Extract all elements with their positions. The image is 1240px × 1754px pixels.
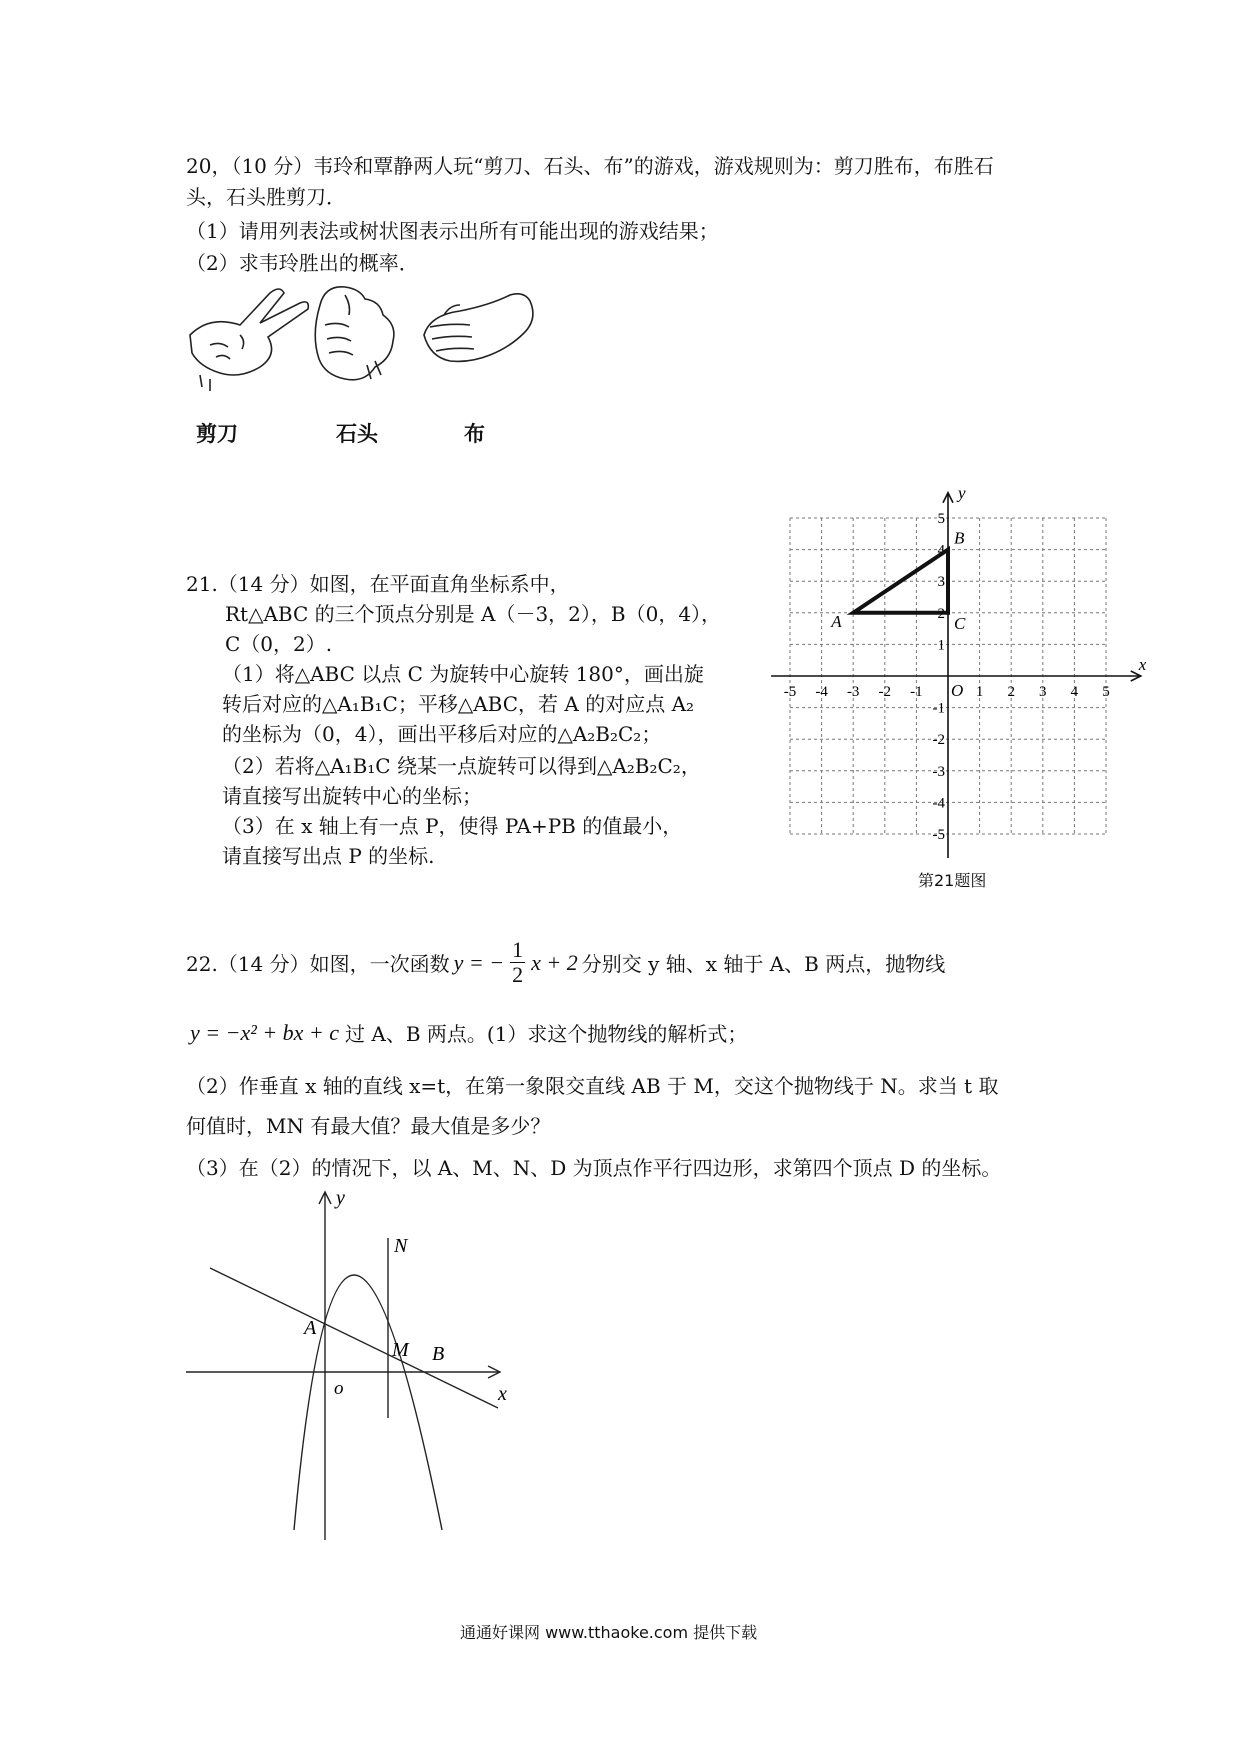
x-tick-label: 3 bbox=[1039, 684, 1047, 700]
x-tick-label: -1 bbox=[910, 684, 923, 700]
eq1-lhs: y = − bbox=[453, 949, 505, 975]
y-tick-label: -1 bbox=[932, 700, 945, 717]
paper-hand-icon bbox=[424, 294, 533, 362]
q21-line2: Rt△ABC 的三个顶点分别是 A（－3，2），B（0，4）， bbox=[225, 602, 722, 626]
parabola-curve bbox=[294, 1275, 445, 1530]
point-label-a: A bbox=[831, 611, 842, 631]
q22-line2-rest: 过 A、B 两点。(1）求这个抛物线的解析式； bbox=[345, 1022, 748, 1046]
y-tick-label: -3 bbox=[932, 763, 945, 780]
q22-line2 bbox=[190, 1018, 747, 1047]
y-tick-label: 4 bbox=[937, 542, 945, 559]
rock-caption: 石头 bbox=[336, 422, 378, 446]
q22-line1-rest: 分别交 y 轴、x 轴于 A、B 两点，抛物线 bbox=[581, 952, 946, 977]
q22-line5: （3）在（2）的情况下，以 A、M、N、D 为顶点作平行四边形，求第四个顶点 D 的坐标。 bbox=[186, 1156, 1002, 1180]
q21-line1: 21.（14 分）如图，在平面直角坐标系中， bbox=[186, 572, 570, 596]
y-tick-label: 1 bbox=[937, 637, 945, 654]
x-tick-label: 4 bbox=[1070, 684, 1079, 700]
q20-part1: （1）请用列表法或树状图表示出所有可能出现的游戏结果； bbox=[186, 219, 719, 243]
eq1-numerator: 1 bbox=[512, 937, 524, 962]
q22-line4: 何值时，MN 有最大值？最大值是多少？ bbox=[186, 1114, 551, 1138]
x-tick-label: 2 bbox=[1007, 684, 1015, 700]
q21-line10: 请直接写出点 P 的坐标. bbox=[222, 844, 435, 868]
q20-line2: 头，石头胜剪刀． bbox=[186, 185, 346, 209]
y-tick-label: 2 bbox=[937, 605, 945, 622]
eq1-fraction bbox=[510, 938, 525, 987]
y-tick-label: 3 bbox=[937, 574, 945, 591]
q22-line1 bbox=[186, 938, 945, 987]
q22-intro: 22.（14 分）如图，一次函数 bbox=[186, 952, 450, 977]
q20-line1: 20，（10 分）韦玲和覃静两人玩“剪刀、石头、布”的游戏，游戏规则为：剪刀胜布，布胜石 bbox=[186, 154, 994, 178]
point-label-b: B bbox=[954, 528, 965, 548]
q21-line5: 转后对应的△A₁B₁C；平移△ABC，若 A 的对应点 A₂ bbox=[222, 692, 695, 716]
label-x: x bbox=[498, 1383, 507, 1405]
q22-line3: （2）作垂直 x 轴的直线 x=t，在第一象限交直线 AB 于 M，交这个抛物线于 N。求当 t 取 bbox=[186, 1074, 999, 1098]
triangle-abc-shape bbox=[853, 550, 948, 613]
scissors-hand-icon bbox=[190, 289, 308, 391]
y-tick-label: 5 bbox=[937, 511, 945, 527]
y-tick-label: -4 bbox=[932, 795, 945, 812]
axis-label-y: y bbox=[958, 488, 966, 503]
triangle-abc bbox=[853, 550, 948, 613]
label-y: y bbox=[336, 1187, 345, 1209]
q21-line7: （2）若将△A₁B₁C 绕某一点旋转可以得到△A₂B₂C₂， bbox=[222, 754, 701, 778]
eq1-rhs: x + 2 bbox=[531, 949, 578, 975]
label-N: N bbox=[394, 1235, 408, 1257]
x-tick-label: 1 bbox=[975, 684, 984, 700]
label-B: B bbox=[432, 1343, 445, 1365]
coordinate-grid-figure bbox=[770, 488, 1150, 858]
eq2: y = −x² + bx + c bbox=[190, 1019, 340, 1045]
hand-gestures-illustration bbox=[180, 275, 550, 415]
y-tick-label: -2 bbox=[932, 732, 945, 749]
point-label-c: C bbox=[954, 613, 966, 633]
label-M: M bbox=[392, 1339, 409, 1361]
q21-line8: 请直接写出旋转中心的坐标； bbox=[222, 784, 482, 808]
x-tick-label: 5 bbox=[1102, 684, 1110, 700]
q20-part2: （2）求韦玲胜出的概率． bbox=[186, 251, 419, 275]
axis-label-x: x bbox=[1138, 655, 1147, 674]
paper-caption: 布 bbox=[464, 422, 485, 446]
x-tick-label: -4 bbox=[815, 684, 828, 700]
page-footer: 通通好课网 www.tthaoke.com 提供下载 bbox=[460, 1623, 758, 1642]
x-tick-label: -5 bbox=[783, 684, 797, 700]
parabola-graph bbox=[180, 1180, 540, 1550]
figure21-caption: 第21题图 bbox=[918, 871, 987, 890]
eq1-denominator: 2 bbox=[512, 962, 524, 988]
q21-line6: 的坐标为（0，4），画出平移后对应的△A₂B₂C₂； bbox=[222, 722, 662, 746]
q21-line3: C（0，2）. bbox=[225, 632, 333, 656]
rock-hand-icon bbox=[315, 287, 394, 380]
q21-line9: （3）在 x 轴上有一点 P，使得 PA+PB 的值最小， bbox=[222, 814, 683, 838]
label-o: o bbox=[334, 1378, 344, 1399]
origin-label: O bbox=[951, 681, 964, 700]
scissors-caption: 剪刀 bbox=[196, 422, 238, 446]
x-tick-label: -3 bbox=[846, 684, 860, 700]
label-A: A bbox=[304, 1317, 317, 1339]
line-ab bbox=[210, 1268, 498, 1408]
x-tick-label: -2 bbox=[878, 684, 892, 700]
q21-line4: （1）将△ABC 以点 C 为旋转中心旋转 180°，画出旋 bbox=[222, 662, 704, 686]
y-tick-label: -5 bbox=[932, 827, 945, 843]
